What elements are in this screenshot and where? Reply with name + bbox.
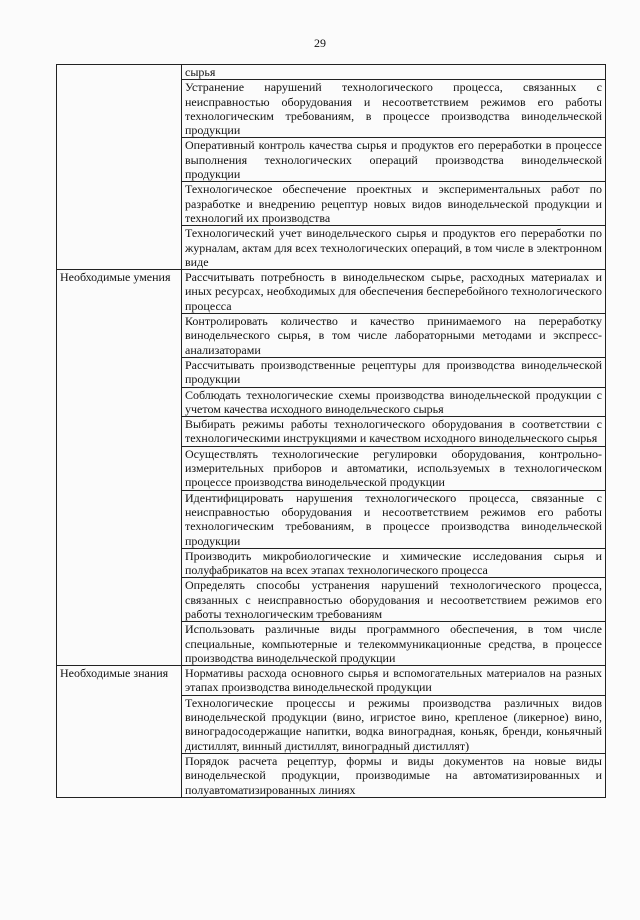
requirement-item: Идентифицировать нарушения технологического процесса, связанные с неисправностью оборудования и несоответствием режимов его работы технологическим требованиям, в процессе производства винодельческой продукции: [182, 490, 606, 548]
requirement-item: Рассчитывать потребность в винодельческом сырье, расходных материалах и иных ресурсах, необходимых для обеспечения бесперебойного технологического процесса: [182, 270, 606, 314]
requirement-item: Определять способы устранения нарушений технологического процесса, связанных с неисправностью оборудования и несоответствием режимов его работы технологическим требованиям: [182, 578, 606, 622]
table-row: [57, 666, 606, 696]
requirement-item: Оперативный контроль качества сырья и продуктов его переработки в процессе выполнения технологических операций производства винодельческой продукции: [182, 138, 606, 182]
requirement-item: Соблюдать технологические схемы производства винодельческой продукции с учетом качества исходного винодельческого сырья: [182, 387, 606, 417]
requirement-item: Рассчитывать производственные рецептуры для производства винодельческой продукции: [182, 357, 606, 387]
requirement-item: Нормативы расхода основного сырья и вспомогательных материалов на разных этапах производства винодельческой продукции: [182, 666, 606, 696]
table-row: [57, 270, 606, 314]
section-label: Необходимые знания: [57, 666, 182, 798]
requirements-table: [56, 64, 606, 798]
requirement-item: Выбирать режимы работы технологического оборудования в соответствии с технологическими инструкциями и качеством исходного винодельческого сырья: [182, 417, 606, 447]
requirements-table-body: [57, 65, 606, 798]
requirement-item: Осуществлять технологические регулировки оборудования, контрольно-измерительных приборов и автоматики, используемых в технологическом процессе производства винодельческой продукции: [182, 446, 606, 490]
section-label: Необходимые умения: [57, 270, 182, 666]
table-row: [57, 65, 606, 80]
requirement-item: Контролировать количество и качество принимаемого на переработку винодельческого сырья, в том числе лабораторными методами и экспресс-анализаторами: [182, 314, 606, 358]
requirement-item: Технологический учет винодельческого сырья и продуктов его переработки по журналам, актам для всех технологических операций, в том числе в электронном виде: [182, 226, 606, 270]
requirement-item: Устранение нарушений технологического процесса, связанных с неисправностью оборудования и несоответствием режимов его работы технологическим требованиям, в процессе производства винодельческой продукции: [182, 80, 606, 138]
requirement-item: Технологическое обеспечение проектных и экспериментальных работ по разработке и внедрению рецептур новых видов винодельческой продукции и технологий их производства: [182, 182, 606, 226]
requirement-item: Производить микробиологические и химические исследования сырья и полуфабрикатов на всех этапах технологического процесса: [182, 548, 606, 578]
section-label: [57, 65, 182, 270]
requirement-item: Использовать различные виды программного обеспечения, в том числе специальные, компьютерные и телекоммуникационные средства, в процессе производства винодельческой продукции: [182, 622, 606, 666]
requirement-item: сырья: [182, 65, 606, 80]
requirement-item: Технологические процессы и режимы производства различных видов винодельческой продукции (вино, игристое вино, крепленое (ликерное) вино, виноградосодержащие напитки, водка виноградная, коньяк, бренди, коньячный дистиллят, винный дистиллят, виноградный дистиллят): [182, 695, 606, 753]
requirement-item: Порядок расчета рецептур, формы и виды документов на новые виды винодельческой продукции, производимые на автоматизированных и полуавтоматизированных линиях: [182, 753, 606, 797]
page-number: 29: [314, 36, 326, 50]
